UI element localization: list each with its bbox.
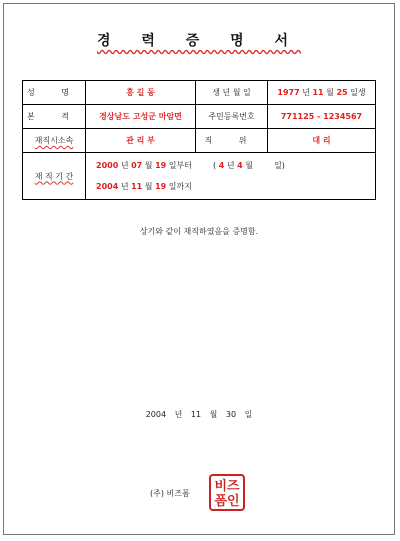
position-label: 직 위 — [196, 129, 268, 153]
birth-label: 생 년 월 일 — [196, 81, 268, 105]
period-from: 2000 년 07 월 19 일부터 ( 4 년 4 월 일) — [96, 161, 285, 170]
period-value — [86, 153, 376, 200]
name-label: 성 명 — [23, 81, 86, 105]
table-row — [23, 129, 376, 153]
issue-date: 2004 년 11 월 30 일 — [145, 410, 253, 419]
id-value: 771125 - 1234567 — [268, 105, 376, 129]
certification-statement: 상기와 같이 재직하였음을 증명함. — [139, 227, 259, 236]
name-value: 홍 길 동 — [86, 81, 196, 105]
period-label: 재 직 기 간 — [23, 153, 86, 200]
company-name: (주) 비즈폼 — [150, 489, 190, 498]
position-value: 대 리 — [268, 129, 376, 153]
domicile-value: 경상남도 고성군 마암면 — [86, 105, 196, 129]
dept-value: 관 리 부 — [86, 129, 196, 153]
id-label: 주민등록번호 — [196, 105, 268, 129]
svg-text:폼인: 폼인 — [214, 494, 240, 509]
document-title: 경 력 증 명 서 — [96, 33, 302, 49]
document-page — [3, 3, 395, 535]
domicile-label: 본 적 — [23, 105, 86, 129]
company-seal-icon — [209, 474, 245, 511]
duration: ( 4 년 4 월 일) — [213, 161, 285, 170]
table-row — [23, 105, 376, 129]
birth-value: 1977 년 11 월 25 일생 — [268, 81, 376, 105]
table-row — [23, 153, 376, 200]
period-to: 2004 년 11 월 19 일까지 — [96, 182, 192, 191]
dept-label: 재직시소속 — [23, 129, 86, 153]
svg-text:비즈: 비즈 — [214, 479, 240, 494]
table-row — [23, 81, 376, 105]
career-info-table — [22, 80, 376, 200]
